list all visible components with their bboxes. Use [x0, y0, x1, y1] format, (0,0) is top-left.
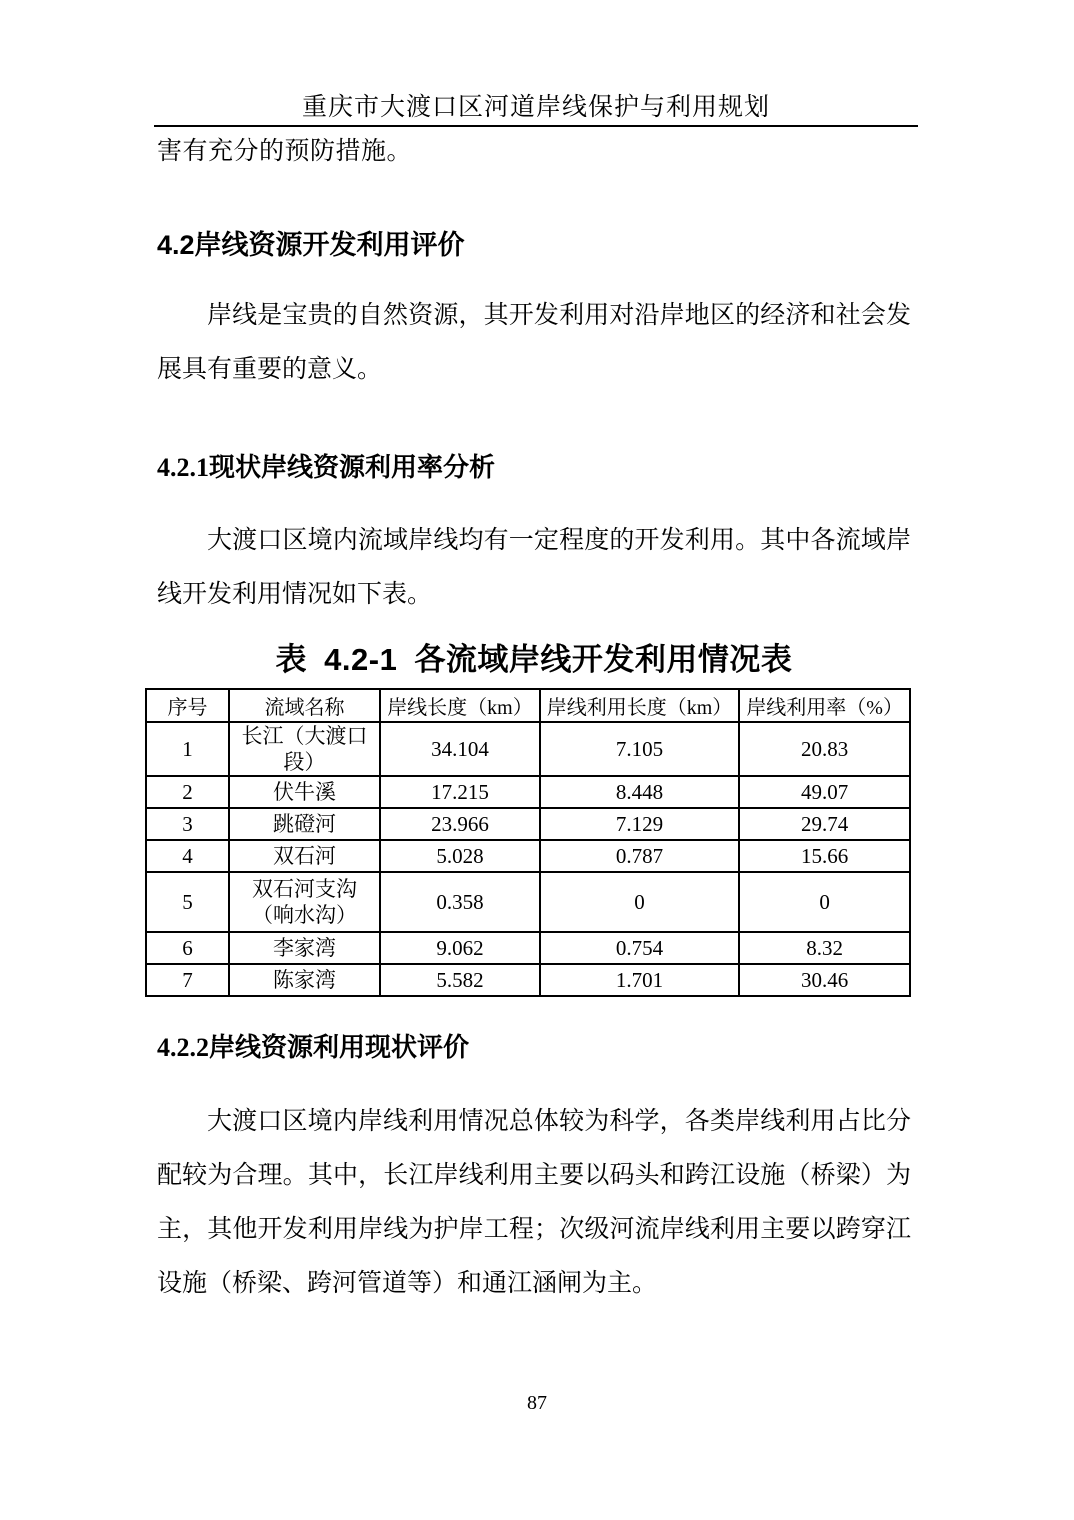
- paragraph-line: 线开发利用情况如下表。: [157, 581, 433, 608]
- table-cell: 0: [739, 872, 910, 932]
- table-row: [146, 840, 910, 872]
- table-cell: 17.215: [380, 776, 540, 808]
- paragraph-4-2: [157, 289, 911, 397]
- paragraph-line: 大渡口区境内流域岸线均有一定程度的开发利用。其中各流域岸: [207, 527, 911, 554]
- table-row: [146, 932, 910, 964]
- table-cell: 0.787: [540, 840, 740, 872]
- table-header-row: [146, 689, 910, 722]
- section-heading-4-2: 4.2岸线资源开发利用评价: [157, 230, 465, 260]
- paragraph-line: 大渡口区境内岸线利用情况总体较为科学，各类岸线利用占比分: [207, 1108, 911, 1135]
- document-header-title: 重庆市大渡口区河道岸线保护与利用规划: [301, 94, 770, 121]
- col-header-utilization-rate: 岸线利用率（%）: [739, 689, 910, 722]
- table-cell: 29.74: [739, 808, 910, 840]
- table-cell: 跳磴河: [229, 808, 380, 840]
- table-cell: 伏牛溪: [229, 776, 380, 808]
- table-cell: 1: [146, 722, 229, 776]
- table-cell: 23.966: [380, 808, 540, 840]
- table-caption: 表 4.2-1 各流域岸线开发利用情况表: [275, 642, 793, 677]
- table-cell: 6: [146, 932, 229, 964]
- col-header-utilized-length: 岸线利用长度（km）: [540, 689, 740, 722]
- basin-table-body: [146, 722, 910, 996]
- table-cell: 15.66: [739, 840, 910, 872]
- table-cell: 双石河支沟（响水沟）: [229, 872, 380, 932]
- continuation-paragraph-line: 害有充分的预防措施。: [157, 138, 413, 165]
- col-header-basin-name: 流域名称: [229, 689, 380, 722]
- paragraph-4-2-2: [157, 1095, 911, 1311]
- table-cell: 长江（大渡口段）: [229, 722, 380, 776]
- table-cell: 4: [146, 840, 229, 872]
- paragraph-line: 主，其他开发利用岸线为护岸工程；次级河流岸线利用主要以跨穿江: [157, 1216, 911, 1243]
- table-row: [146, 872, 910, 932]
- table-cell: 2: [146, 776, 229, 808]
- table-cell: 1.701: [540, 964, 740, 996]
- table-row: [146, 964, 910, 996]
- table-cell: 李家湾: [229, 932, 380, 964]
- table-row: [146, 808, 910, 840]
- paragraph-line: 展具有重要的意义。: [157, 356, 383, 383]
- table-cell: 0.754: [540, 932, 740, 964]
- section-heading-4-2-2: 4.2.2岸线资源利用现状评价: [157, 1033, 470, 1062]
- table-cell: 5.582: [380, 964, 540, 996]
- table-cell: 5.028: [380, 840, 540, 872]
- table-row: [146, 776, 910, 808]
- table-cell: 7: [146, 964, 229, 996]
- table-cell: 0.358: [380, 872, 540, 932]
- table-cell: 9.062: [380, 932, 540, 964]
- table-cell: 34.104: [380, 722, 540, 776]
- paragraph-4-2-1: [157, 514, 911, 622]
- table-cell: 7.129: [540, 808, 740, 840]
- section-heading-4-2-1: 4.2.1现状岸线资源利用率分析: [157, 453, 496, 482]
- basin-usage-table: [145, 688, 911, 997]
- table-cell: 双石河: [229, 840, 380, 872]
- table-row: [146, 722, 910, 776]
- table-cell: 20.83: [739, 722, 910, 776]
- table-cell: 8.32: [739, 932, 910, 964]
- table-cell: 30.46: [739, 964, 910, 996]
- table-cell: 3: [146, 808, 229, 840]
- paragraph-line: 配较为合理。其中，长江岸线利用主要以码头和跨江设施（桥梁）为: [157, 1162, 911, 1189]
- col-header-shoreline-length: 岸线长度（km）: [380, 689, 540, 722]
- table-cell: 8.448: [540, 776, 740, 808]
- table-cell: 7.105: [540, 722, 740, 776]
- paragraph-line: 设施（桥梁、跨河管道等）和通江涵闸为主。: [157, 1270, 658, 1297]
- table-cell: 陈家湾: [229, 964, 380, 996]
- page-number: 87: [527, 1392, 547, 1414]
- col-header-index: 序号: [146, 689, 229, 722]
- table-cell: 49.07: [739, 776, 910, 808]
- running-head: [154, 0, 918, 127]
- table-cell: 5: [146, 872, 229, 932]
- paragraph-line: 岸线是宝贵的自然资源，其开发利用对沿岸地区的经济和社会发: [207, 302, 911, 329]
- table-cell: 0: [540, 872, 740, 932]
